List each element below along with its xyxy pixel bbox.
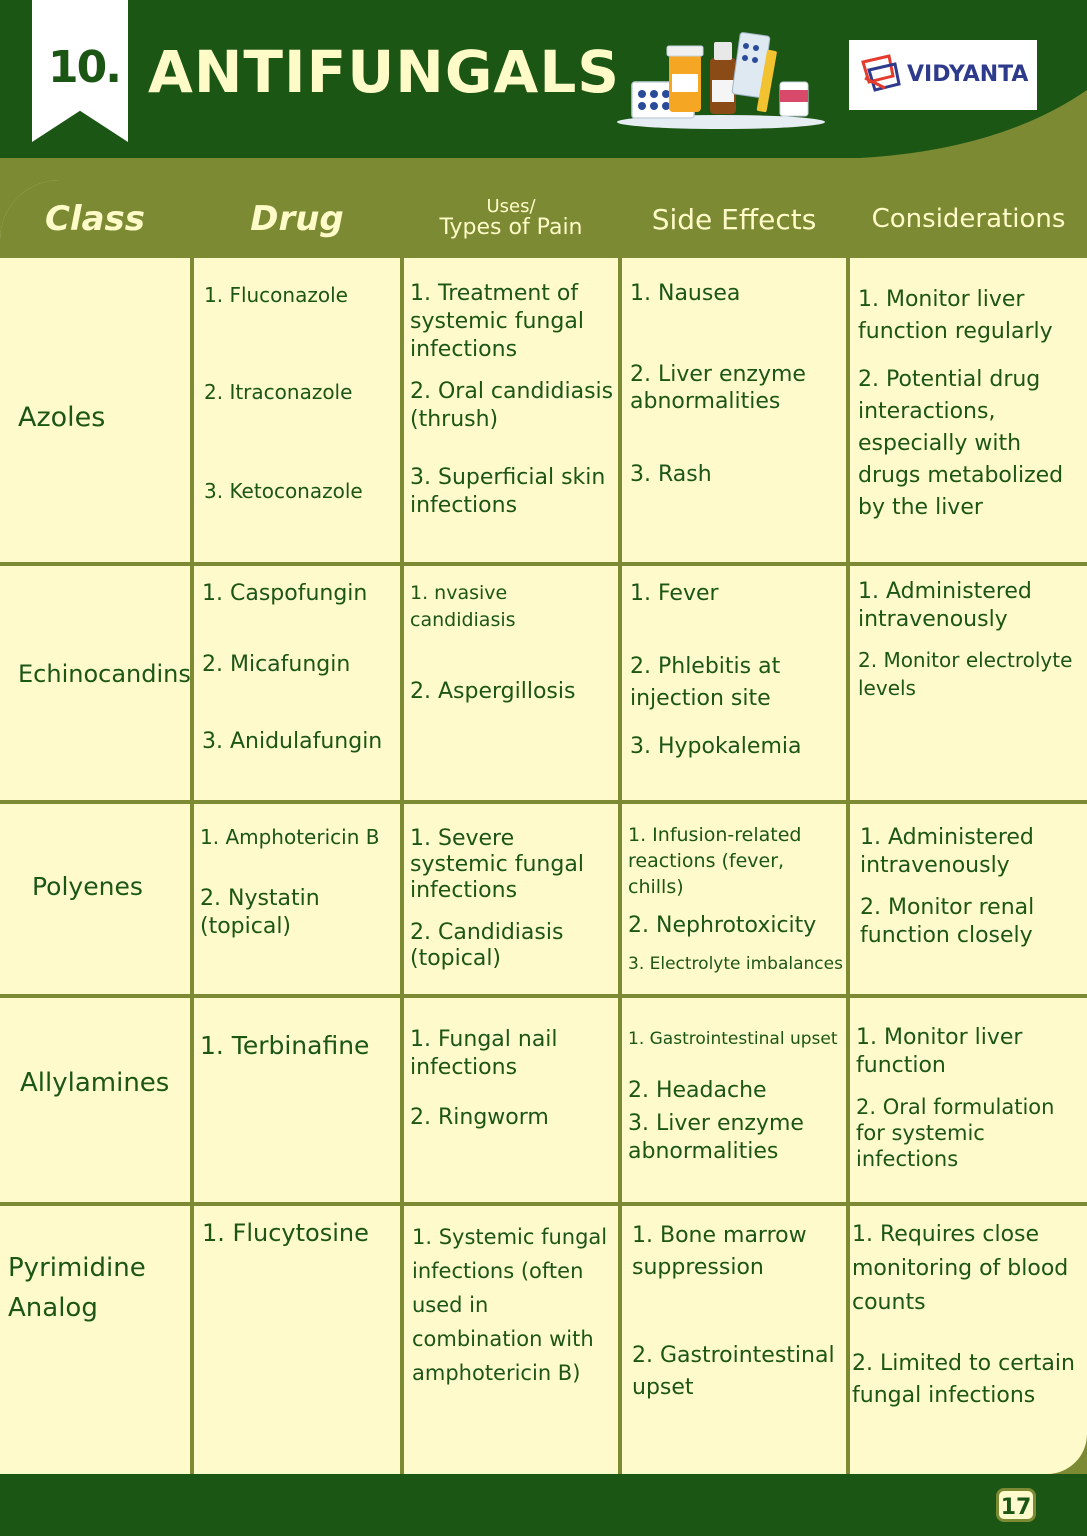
uses-cell [410,1026,616,1131]
uses-cell [412,1220,612,1390]
consideration-item: 2. Limited to certain fungal infections [852,1351,1075,1408]
drug-item: 1. Flucytosine [202,1219,369,1247]
medicine-bottles-icon [614,30,828,130]
column-header-uses-line1: Uses/ [486,196,536,217]
row-divider [0,1202,1087,1206]
use-item: 2. Candidiasis (topical) [410,920,564,971]
considerations-cell [858,284,1082,524]
column-header-drug: Drug [250,199,344,239]
drug-item: 1. Caspofungin [202,581,368,606]
side-effect-item: 1. Nausea [630,281,741,306]
class-echinocandins: Echinocandins [18,660,191,688]
drug-cell [202,580,396,755]
class-pyrimidine-analog: Pyrimidine Analog [8,1253,146,1323]
row-divider [0,994,1087,998]
considerations-cell [856,1024,1082,1172]
side-effect-item: 2. Headache [628,1078,767,1103]
drug-item: 1. Fluconazole [204,283,348,307]
consideration-item: 2. Oral formulation for systemic infections [856,1095,1055,1171]
column-header-row [0,180,1087,258]
row-divider [0,562,1087,566]
column-header-uses-line2: Types of Pain [439,215,583,240]
side-effect-item: 2. Nephrotoxicity [628,913,817,938]
column-header-uses [404,180,618,258]
drug-cell [200,1032,396,1059]
use-item: 1. Treatment of systemic fungal infections [410,281,584,362]
side-effect-item: 3. Hypokalemia [630,734,802,759]
consideration-item: 1. Monitor liver function [856,1025,1023,1078]
side-effect-item: 1. Fever [630,581,719,606]
column-divider [846,196,850,1474]
side-effects-cell [628,822,844,978]
consideration-item: 2. Potential drug interactions, especially with drugs metabolized by the liver [858,367,1064,520]
use-item: 2. Aspergillosis [410,679,576,704]
consideration-item: 2. Monitor electrolyte levels [858,648,1073,700]
considerations-cell [858,578,1082,702]
side-effects-cell [630,580,842,760]
drug-item: 1. Amphotericin B [200,825,380,849]
use-item: 2. Ringworm [410,1105,549,1130]
logo-mark-icon [859,52,907,96]
column-header-considerations: Considerations [871,204,1066,234]
page-footer [0,1474,1087,1536]
page-title: ANTIFUNGALS [148,38,621,106]
logo-text: VIDYANTA [907,62,1029,87]
drug-item: 2. Nystatin (topical) [200,886,320,939]
side-effects-cell [632,1220,844,1404]
side-effect-item: 3. Liver enzyme abnormalities [628,1111,804,1164]
page-number: 17 [996,1488,1036,1522]
drug-cell [202,1220,396,1247]
column-header-class: Class [44,199,146,239]
drug-item: 2. Itraconazole [204,380,353,404]
side-effect-item: 3. Electrolyte imbalances [628,954,843,974]
drug-item: 1. Terbinafine [200,1031,370,1060]
drug-cell [200,824,396,941]
uses-cell [410,580,616,705]
chapter-number: 10. [48,42,120,93]
drug-item: 2. Micafungin [202,652,351,677]
consideration-item: 2. Monitor renal function closely [860,895,1035,948]
use-item: 1. Fungal nail infections [410,1027,558,1080]
uses-cell [410,280,614,520]
side-effect-item: 1. Bone marrow suppression [632,1223,807,1280]
class-allylamines: Allylamines [20,1068,170,1098]
uses-cell [410,826,616,972]
considerations-cell [852,1218,1082,1412]
consideration-item: 1. Administered intravenously [860,825,1034,878]
consideration-item: 1. Requires close monitoring of blood counts [852,1222,1069,1315]
drug-item: 3. Anidulafungin [202,729,383,754]
row-divider [0,800,1087,804]
use-item: 3. Superficial skin infections [410,465,606,518]
side-effects-cell [628,1026,844,1166]
side-effect-item: 2. Liver enzyme abnormalities [630,362,806,414]
column-divider [190,196,194,1474]
side-effect-item: 2. Phlebitis at injection site [630,654,781,711]
vidyanta-logo [849,40,1037,110]
class-polyenes: Polyenes [32,872,143,901]
consideration-item: 1. Monitor liver function regularly [858,287,1053,344]
drug-item: 3. Ketoconazole [204,479,363,503]
side-effect-item: 1. Gastrointestinal upset [628,1029,838,1049]
class-azoles: Azoles [18,402,106,433]
consideration-item: 1. Administered intravenously [858,579,1032,632]
column-divider [400,196,404,1474]
use-item: 1. nvasive candidiasis [410,582,516,631]
use-item: 2. Oral candidiasis (thrush) [410,379,614,432]
drug-cell [204,282,394,505]
use-item: 1. Systemic fungal infections (often used in combination with amphotericin B) [412,1225,608,1385]
column-divider [618,196,622,1474]
side-effect-item: 1. Infusion-related reactions (fever, chills) [628,824,802,898]
side-effect-item: 2. Gastrointestinal upset [632,1343,835,1400]
side-effect-item: 3. Rash [630,462,712,487]
use-item: 1. Severe systemic fungal infections [410,826,584,903]
column-header-side-effects: Side Effects [651,202,817,236]
antifungals-table [0,180,1087,1474]
considerations-cell [860,824,1082,950]
side-effects-cell [630,280,842,488]
